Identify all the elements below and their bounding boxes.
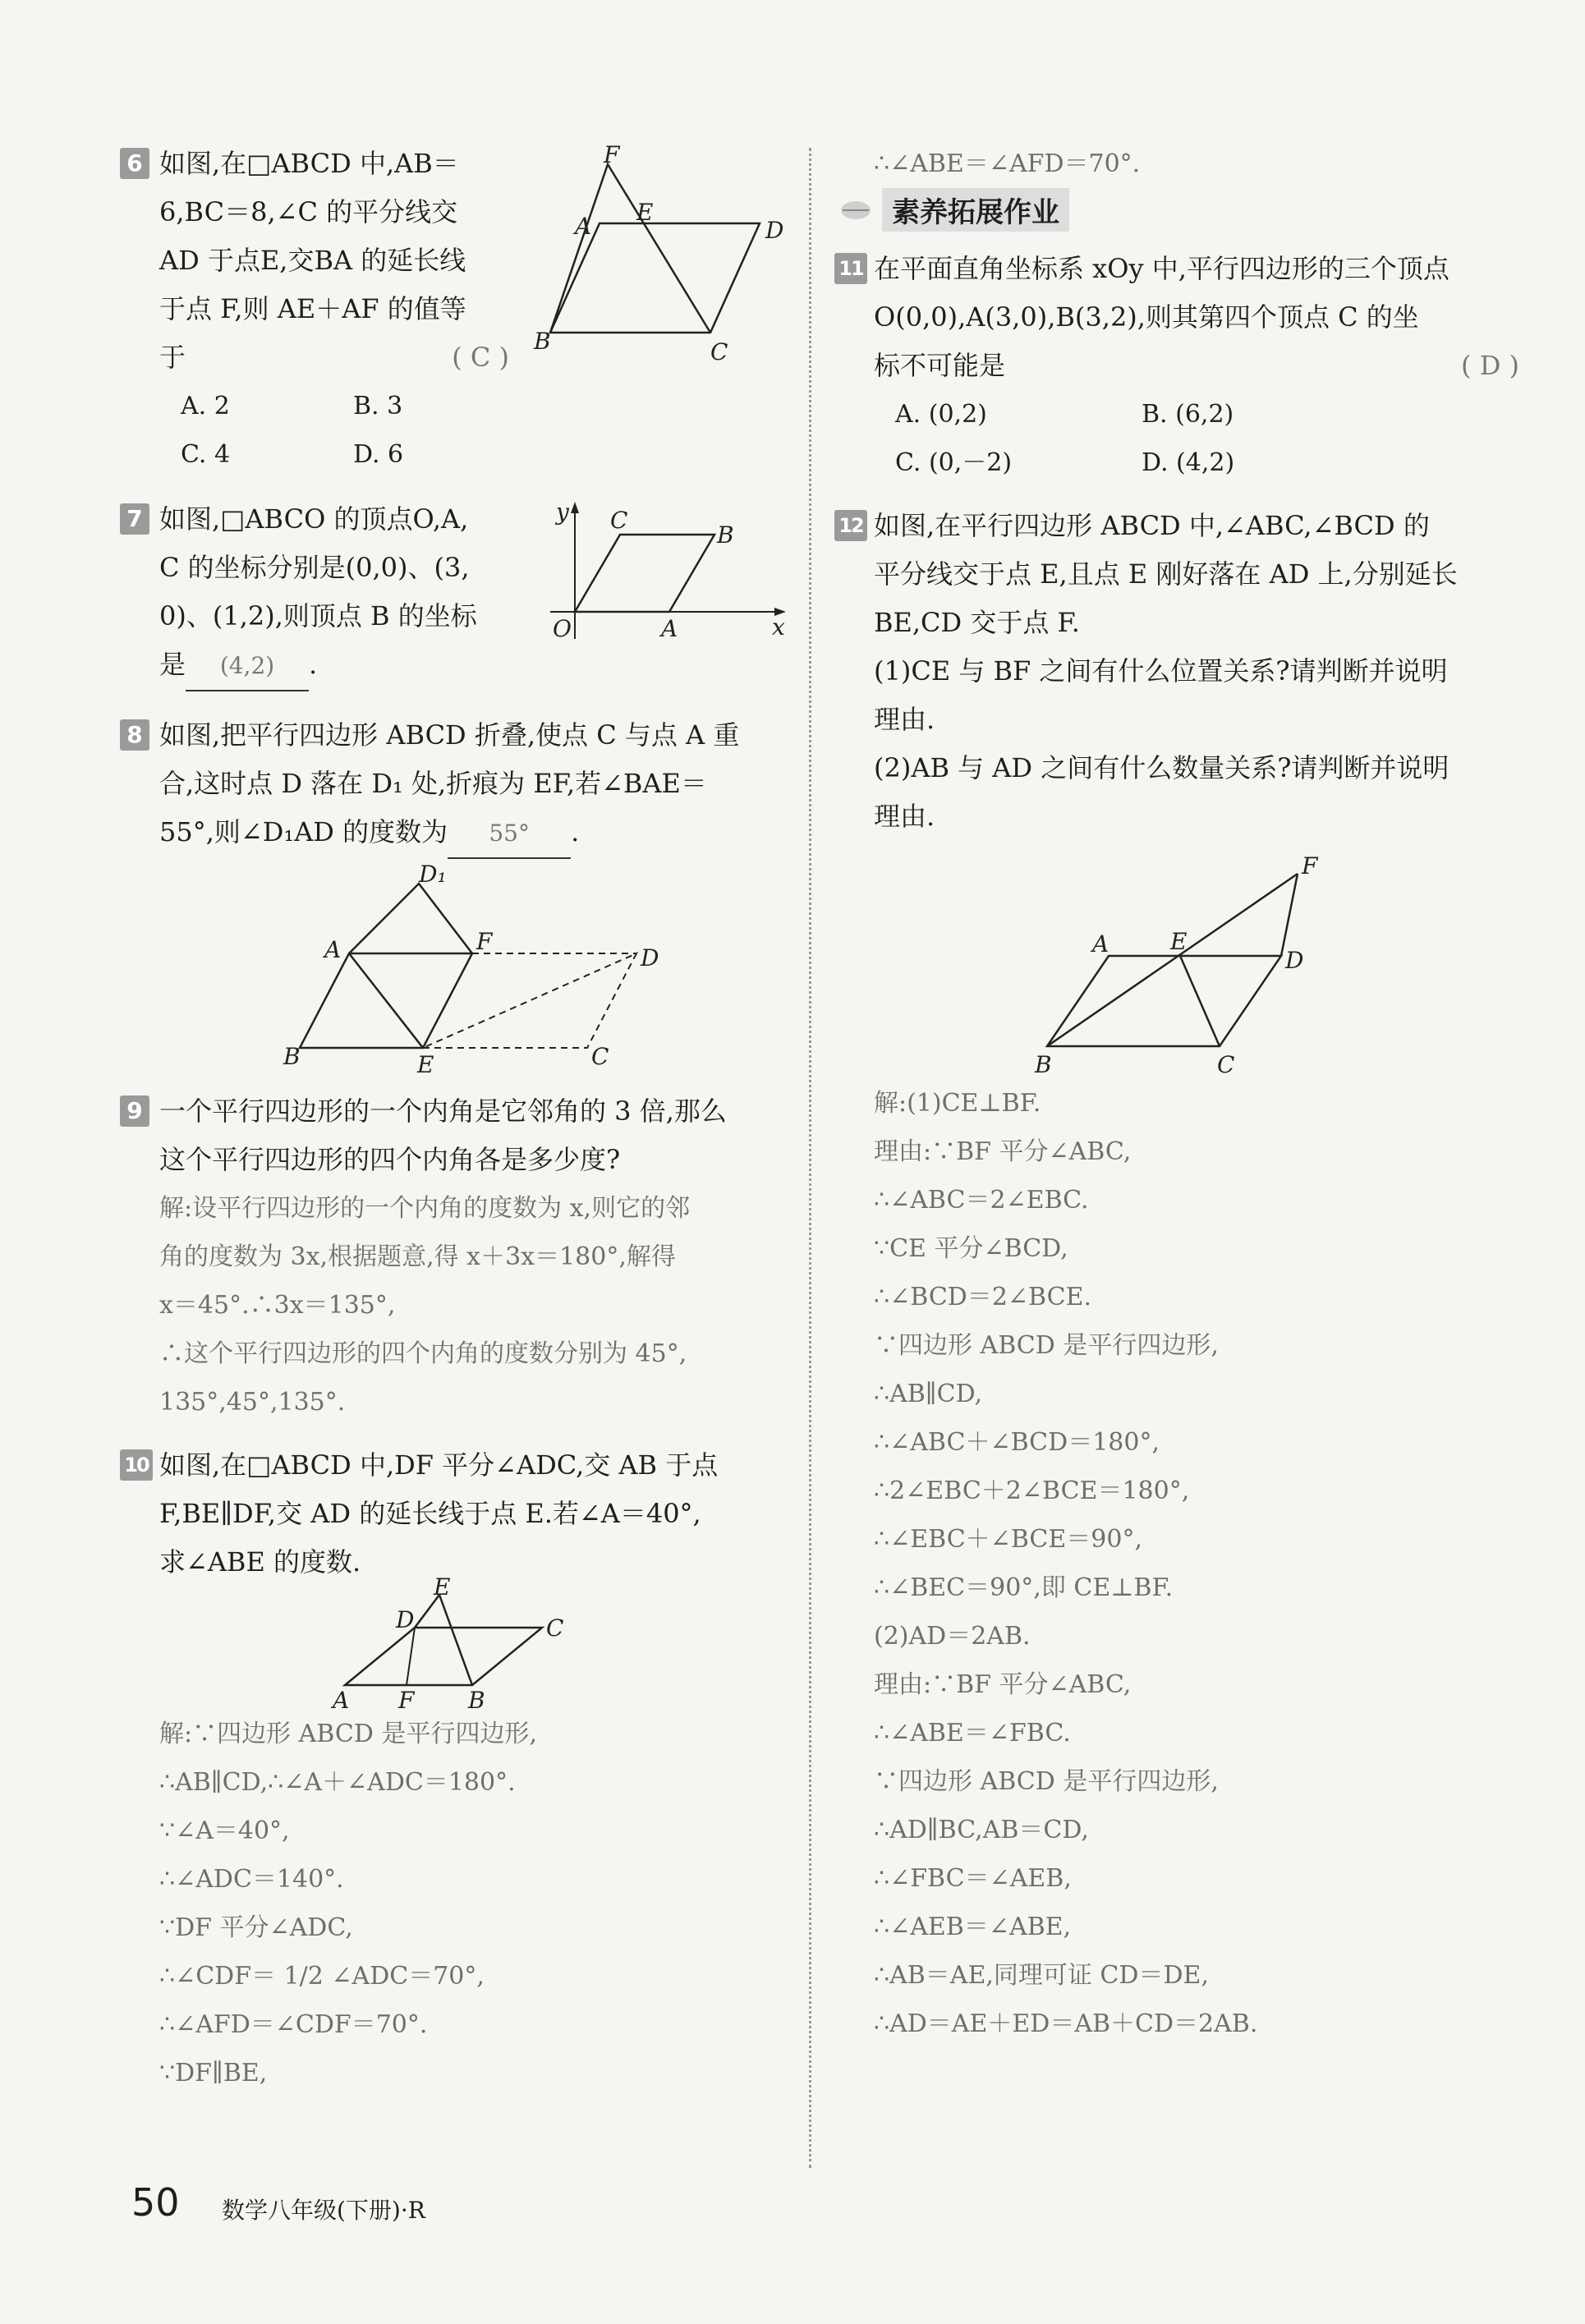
question-number: 11 [834,253,867,284]
question-text: AD 于点E,交BA 的延长线 [159,245,466,276]
solution-line: 135°,45°,135°. [159,1388,346,1417]
solution-line: (2)AD＝2AB. [874,1622,1031,1651]
page-number: 50 [131,2180,180,2225]
figure-q7 [538,495,792,659]
question-text: 平分线交于点 E,且点 E 刚好落在 AD 上,分别延长 [874,558,1458,590]
question-number: 9 [120,1095,149,1127]
question-text: 如图,把平行四边形 ABCD 折叠,使点 C 与点 A 重 [159,719,740,751]
question-text: 如图,在□ABCD 中,DF 平分∠ADC,交 AB 于点 [159,1449,719,1481]
solution-line: ∵DF 平分∠ADC, [159,1913,353,1942]
solution-line: ∴AB∥CD, [874,1380,983,1408]
solution-line: ∴∠ADC＝140°. [159,1865,344,1894]
question-text: 55°,则∠D₁AD 的度数为 55° . [123,808,792,859]
solution-line: ∴∠BCD＝2∠BCE. [874,1283,1092,1311]
label-d: D [641,944,659,971]
label-b: B [283,1043,301,1070]
label-c: C [710,338,728,365]
label-e: E [434,1573,451,1601]
question-text: 于点 F,则 AE＋AF 的值等 [159,293,466,324]
solution-line: ∴这个平行四边形的四个内角的度数分别为 45°, [159,1339,687,1368]
left-column [123,140,792,2112]
label-c: C [546,1614,564,1642]
label-d: D [1285,947,1304,974]
label-b: B [534,328,551,355]
label-e: E [636,199,654,226]
choice-a: A. 2 [181,392,230,420]
question-number: 12 [834,510,867,541]
question-number: 7 [120,503,149,535]
choice-c: C. (0,－2) [895,448,1013,477]
leaf-icon [838,195,874,226]
label-y: y [556,498,569,526]
question-text: 在平面直角坐标系 xOy 中,平行四边形的三个顶点 [874,253,1449,284]
solution-line: ∴∠ABE＝∠FBC. [874,1719,1071,1748]
section-title: 素养拓展作业 [882,188,1069,232]
label-c: C [591,1043,609,1070]
solution-line: x＝45°.∴3x＝135°, [159,1291,396,1320]
answer: ( D ) [1461,350,1519,381]
figure-q12 [1002,849,1330,1079]
solution-line: 解:设平行四边形的一个内角的度数为 x,则它的邻 [159,1194,691,1223]
question-6 [123,140,792,480]
choices [123,382,526,479]
label-f: F [476,928,493,955]
choice-d: D. 6 [353,440,404,469]
solution-line: ∵DF∥BE, [159,2059,268,2087]
question-text: 求∠ABE 的度数. [159,1546,361,1578]
figure-q6 [526,141,797,365]
choice-d: D. (4,2) [1142,448,1235,477]
solution-line: ∴∠FBC＝∠AEB, [874,1864,1072,1893]
solution-line: 角的度数为 3x,根据题意,得 x＋3x＝180°,解得 [159,1242,676,1271]
answer-blank: (4,2) [186,641,309,691]
answer-blank: 55° [448,809,571,859]
label-b: B [468,1687,485,1714]
question-text: C 的坐标分别是(0,0)、(3, [159,552,470,583]
label-a: A [333,1687,350,1714]
choice-b: B. 3 [353,392,403,420]
solution-line: 解:∵四边形 ABCD 是平行四边形, [159,1720,537,1748]
section-header [838,188,1519,232]
solution-line: ∴AB∥CD,∴∠A＋∠ADC＝180°. [159,1768,516,1797]
answer: ( C ) [452,342,509,373]
question-text: 标不可能是 ( D ) [838,342,1519,390]
solution-line: ∴∠ABE＝∠AFD＝70°. [874,149,1141,178]
solution-line: 解:(1)CE⊥BF. [874,1089,1041,1118]
label-f: F [1302,852,1318,880]
question-text: 理由. [874,704,935,735]
label-a: A [324,936,342,963]
question-text: 如图,在平行四边形 ABCD 中,∠ABC,∠BCD 的 [874,510,1430,541]
solution-line: ∵∠A＝40°, [159,1816,290,1845]
question-text: (1)CE 与 BF 之间有什么位置关系?请判断并说明 [874,655,1448,687]
question-text: 0)、(1,2),则顶点 B 的坐标 [159,600,477,632]
question-text: 于 ( C ) [123,333,509,382]
solution-line: ∴∠AEB＝∠ABE, [874,1913,1072,1941]
label-a: A [575,213,592,240]
question-9 [123,1087,792,1426]
question-text: F,BE∥DF,交 AD 的延长线于点 E.若∠A＝40°, [159,1498,701,1529]
solution-line: ∴∠AFD＝∠CDF＝70°. [159,2010,428,2039]
column-divider [809,148,811,2168]
solution-line: ∵四边形 ABCD 是平行四边形, [874,1767,1219,1796]
question-8 [123,711,792,1078]
question-text: 是 (4,2) . [123,641,534,691]
label-d: D [765,217,784,244]
label-f: F [398,1687,415,1714]
question-text: 一个平行四边形的一个内角是它邻角的 3 倍,那么 [159,1095,727,1127]
label-e: E [417,1051,434,1078]
solution-line: ∴2∠EBC＋2∠BCE＝180°, [874,1477,1190,1505]
question-10 [123,1441,792,2097]
solution-line: 理由:∵BF 平分∠ABC, [874,1670,1132,1699]
label-c: C [1217,1051,1235,1078]
label-c: C [610,507,628,534]
label-b: B [1035,1051,1052,1078]
right-column [838,140,1519,2063]
question-text: 理由. [874,801,935,832]
solution-line: 理由:∵BF 平分∠ABC, [874,1137,1132,1166]
label-a: A [661,615,678,642]
question-11 [838,245,1519,487]
solution-line: ∴AB＝AE,同理可证 CD＝DE, [874,1961,1209,1990]
question-text: O(0,0),A(3,0),B(3,2),则其第四个顶点 C 的坐 [874,301,1419,333]
question-text: 这个平行四边形的四个内角各是多少度? [159,1144,621,1175]
solution-line: ∴∠ABC＋∠BCD＝180°, [874,1428,1160,1457]
solution-line: ∵CE 平分∠BCD, [874,1234,1068,1263]
label-f: F [604,141,620,168]
solution-line: ∴AD∥BC,AB＝CD, [874,1816,1089,1844]
solution-line: ∴∠EBC＋∠BCE＝90°, [874,1525,1142,1554]
question-text: (2)AB 与 AD 之间有什么数量关系?请判断并说明 [874,752,1449,783]
question-text: 如图,□ABCO 的顶点O,A, [159,503,469,535]
solution-line: ∴AD＝AE＋ED＝AB＋CD＝2AB. [874,2009,1258,2038]
book-title: 数学八年级(下册)·R [222,2197,425,2224]
question-7 [123,495,792,696]
question-number: 10 [120,1449,153,1481]
solution-line: ∵四边形 ABCD 是平行四边形, [874,1331,1219,1360]
choices [838,390,1388,487]
choice-c: C. 4 [181,440,231,469]
label-d1: D₁ [419,861,447,888]
question-text: BE,CD 交于点 F. [874,607,1080,638]
label-b: B [717,521,734,549]
label-o: O [553,615,572,642]
question-text: 6,BC＝8,∠C 的平分线交 [159,196,458,227]
solution-line: ∴∠ABC＝2∠EBC. [874,1186,1089,1215]
solution-line: ∴∠BEC＝90°,即 CE⊥BF. [874,1573,1174,1602]
label-e: E [1170,928,1188,955]
choice-b: B. (6,2) [1142,400,1234,429]
label-d: D [396,1606,415,1633]
question-text: 如图,在□ABCD 中,AB＝ [159,148,459,179]
label-a: A [1092,930,1110,958]
question-number: 6 [120,148,149,179]
question-text: 合,这时点 D 落在 D₁ 处,折痕为 EF,若∠BAE＝ [159,768,707,799]
figure-q10 [328,1573,591,1714]
question-12 [838,502,1519,2048]
label-x: x [772,613,785,641]
question-number: 8 [120,719,149,751]
choice-a: A. (0,2) [895,400,987,429]
solution-line: ∴∠CDF＝ 1/2 ∠ADC＝70°, [159,1962,485,1991]
figure-q8 [283,861,659,1078]
